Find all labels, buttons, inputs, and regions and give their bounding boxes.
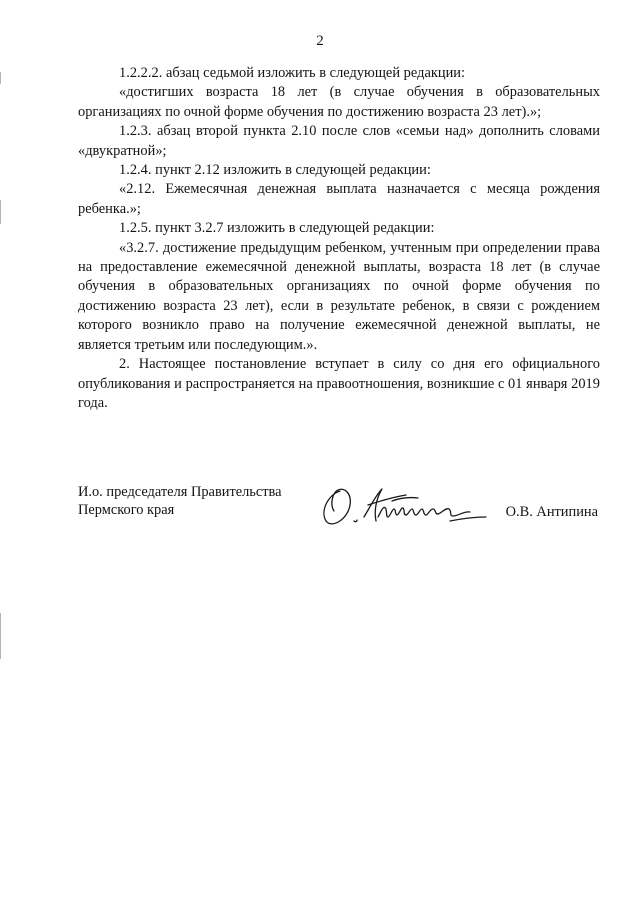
- scan-edge-mark: [0, 72, 1, 84]
- handwritten-signature: [318, 481, 494, 527]
- paragraph: 1.2.3. абзац второй пункта 2.10 после слов «семьи над» дополнить словами «двукратной»;: [78, 123, 600, 159]
- paragraph: «достигших возраста 18 лет (в случае обучения в образовательных организациях по очной форме обучения по достижению возраста 23 лет).»;: [78, 84, 600, 120]
- paragraph: «2.12. Ежемесячная денежная выплата назначается с месяца рождения ребенка.»;: [78, 181, 600, 217]
- paragraph: 1.2.2.2. абзац седьмой изложить в следующей редакции:: [119, 65, 466, 81]
- paragraph: 1.2.5. пункт 3.2.7 изложить в следующей редакции:: [119, 220, 435, 237]
- paragraph: 2. Настоящее постановление вступает в силу со дня его официального опубликования и распространяется на правоотношения, возникшие с 01 января 2019 года.: [78, 356, 600, 411]
- scan-edge-mark: [0, 200, 1, 224]
- scan-edge-mark: [0, 613, 1, 659]
- signer-position-line: Пермского края: [78, 502, 175, 518]
- page-number: 2: [316, 33, 324, 49]
- signature-block: [78, 483, 600, 543]
- paragraph: 1.2.4. пункт 2.12 изложить в следующей редакции:: [119, 162, 431, 179]
- signer-position: [78, 483, 282, 519]
- document-body: [78, 64, 600, 413]
- paragraph: «3.2.7. достижение предыдущим ребенком, учтенным при определении права на предоставление ежемесячной денежной выплаты, возраста 18 лет (в случае обучения в образовательных организациях по очной форме обучения по достижению возраста 23 лет), если в результате ребенок, в связи с рождением которого возникло право на получение ежемесячной денежной выплаты, не является третьим или последующим.».: [78, 239, 600, 353]
- signer-name: О.В. Антипина: [505, 504, 598, 520]
- signer-position-line: И.о. председателя Правительства: [78, 484, 282, 500]
